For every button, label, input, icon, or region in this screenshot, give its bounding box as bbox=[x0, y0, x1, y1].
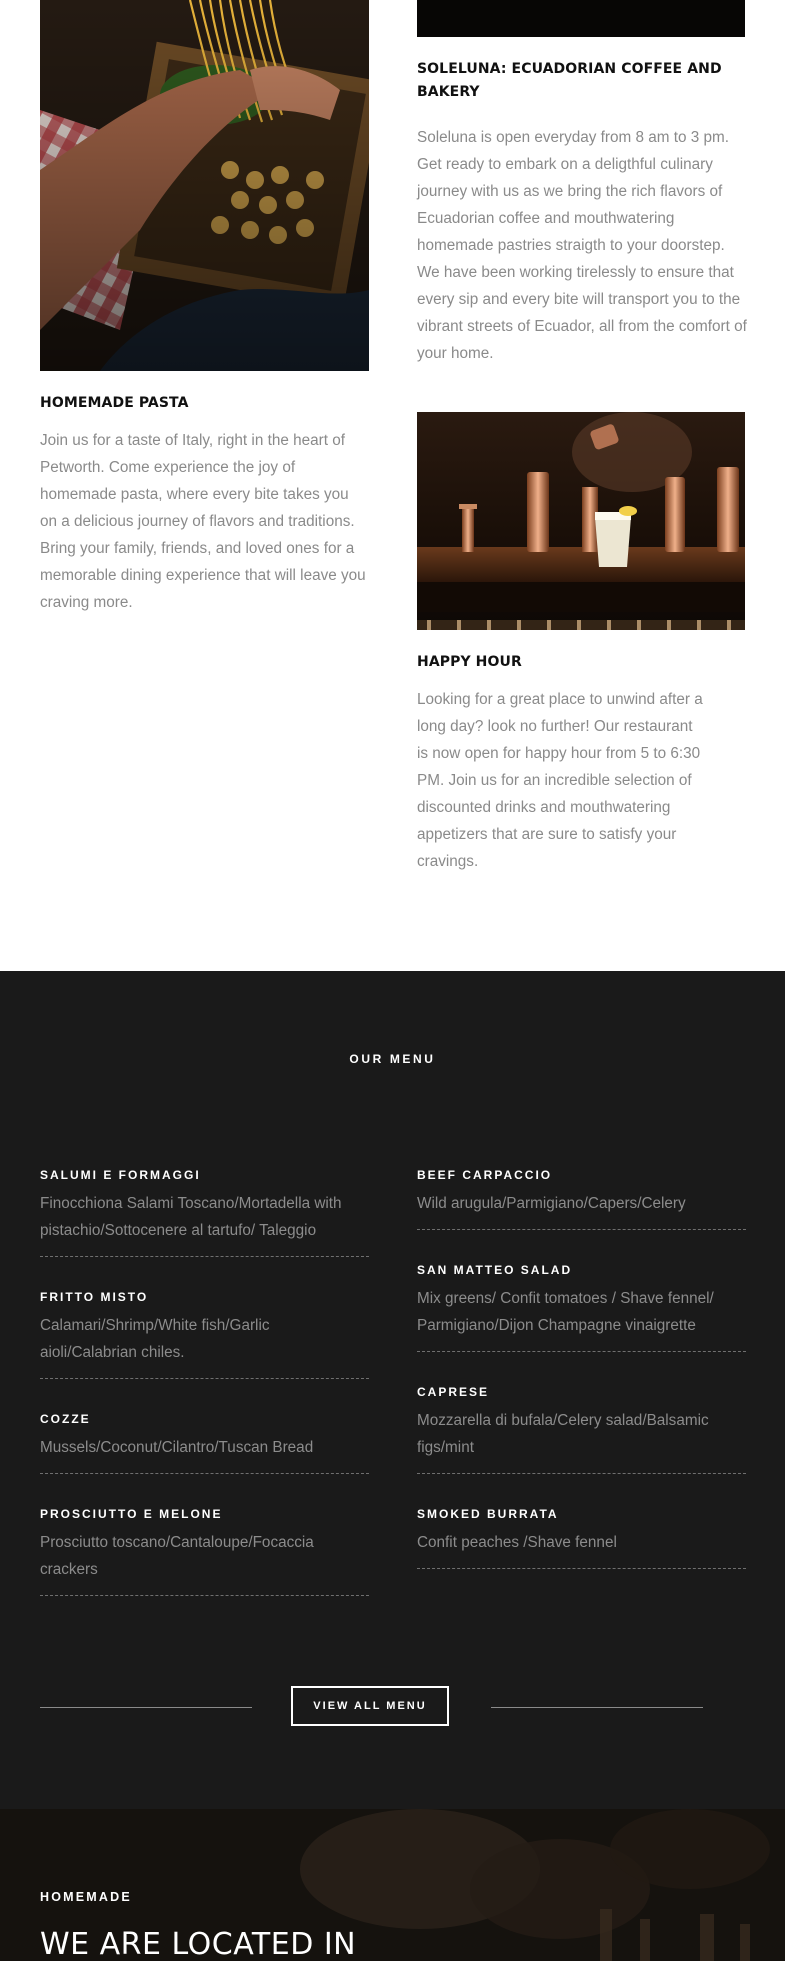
menu-item bbox=[40, 1287, 369, 1379]
menu-item bbox=[40, 1504, 369, 1596]
menu-item bbox=[417, 1382, 746, 1474]
menu-divider bbox=[417, 1473, 746, 1474]
pasta-title: HOMEMADE PASTA bbox=[40, 395, 189, 411]
menu-item-desc: Mussels/Coconut/Cilantro/Tuscan Bread bbox=[40, 1439, 314, 1456]
happy-hour-title: HAPPY HOUR bbox=[417, 654, 522, 670]
menu-item-name: BEEF CARPACCIO bbox=[417, 1168, 553, 1182]
hero-kicker: HOMEMADE bbox=[40, 1890, 132, 1904]
menu-item-desc: Mix greens/ Confit tomatoes / Shave fennel/ Parmigiano/Dijon Champagne vinaigrette bbox=[417, 1290, 714, 1334]
menu-item-name: PROSCIUTTO E MELONE bbox=[40, 1507, 223, 1521]
menu-divider bbox=[40, 1378, 369, 1379]
pasta-photo bbox=[40, 0, 369, 371]
button-left-rule bbox=[40, 1707, 252, 1708]
menu-divider bbox=[40, 1595, 369, 1596]
menu-divider bbox=[40, 1473, 369, 1474]
menu-item-name: FRITTO MISTO bbox=[40, 1290, 149, 1304]
menu-item-name: COZZE bbox=[40, 1412, 91, 1426]
menu-divider bbox=[417, 1568, 746, 1569]
menu-item bbox=[417, 1504, 746, 1569]
menu-item-desc: Confit peaches /Shave fennel bbox=[417, 1534, 617, 1551]
view-all-menu-button[interactable]: VIEW ALL MENU bbox=[291, 1686, 449, 1726]
menu-item-desc: Wild arugula/Parmigiano/Capers/Celery bbox=[417, 1195, 686, 1212]
menu-item-name: CAPRESE bbox=[417, 1385, 490, 1399]
menu-divider bbox=[417, 1351, 746, 1352]
menu-item bbox=[40, 1165, 369, 1257]
menu-item-name: SMOKED BURRATA bbox=[417, 1507, 559, 1521]
menu-item-name: SALUMI E FORMAGGI bbox=[40, 1168, 201, 1182]
menu-item-desc: Finocchiona Salami Toscano/Mortadella with pistachio/Sottocenere al tartufo/ Taleggio bbox=[40, 1195, 342, 1239]
menu-item-desc: Prosciutto toscano/Cantaloupe/Focaccia crackers bbox=[40, 1534, 314, 1578]
pasta-text: Join us for a taste of Italy, right in the heart of Petworth. Come experience the joy of homemade pasta, where every bite takes you on a delicious journey of flavors and traditions. Bring your family, friends, and loved ones for a memorable dining experience that will leave you craving more. bbox=[40, 432, 366, 611]
menu-item bbox=[40, 1409, 369, 1474]
soleluna-title: SOLELUNA: ECUADORIAN COFFEE AND BAKERY bbox=[417, 61, 722, 100]
coffee-photo bbox=[417, 0, 745, 37]
menu-divider bbox=[417, 1229, 746, 1230]
menu-item bbox=[417, 1260, 746, 1352]
menu-item-desc: Calamari/Shrimp/White fish/Garlic aioli/Calabrian chiles. bbox=[40, 1317, 270, 1361]
cocktail-photo bbox=[417, 412, 745, 630]
menu-divider bbox=[40, 1256, 369, 1257]
soleluna-text: Soleluna is open everyday from 8 am to 3 pm. Get ready to embark on a deligthful culinary journey with us as we bring the rich flavors of Ecuadorian coffee and mouthwatering homemade pastries straigth to your doorstep. We have been working tirelessly to ensure that every sip and every bite will transport you to the vibrant streets of Ecuador, all from the comfort of your home. bbox=[417, 129, 747, 362]
menu-item-desc: Mozzarella di bufala/Celery salad/Balsamic figs/mint bbox=[417, 1412, 709, 1456]
button-right-rule bbox=[491, 1707, 703, 1708]
menu-item-name: SAN MATTEO SALAD bbox=[417, 1263, 573, 1277]
menu-heading: OUR MENU bbox=[349, 1052, 436, 1066]
menu-item bbox=[417, 1165, 746, 1230]
happy-hour-text: Looking for a great place to unwind after a long day? look no further! Our restaurant is now open for happy hour from 5 to 6:30 PM. Join us for an incredible selection of discounted drinks and mouthwatering appetizers that are sure to satisfy your cravings. bbox=[417, 691, 703, 870]
hero-title: WE ARE LOCATED IN bbox=[40, 1927, 357, 1962]
